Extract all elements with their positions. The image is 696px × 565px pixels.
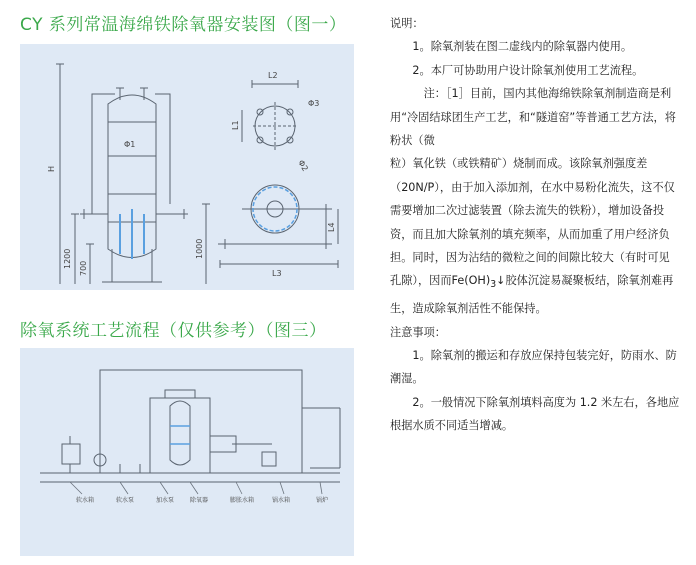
flow-label-2: 加水泵	[156, 497, 175, 504]
instruction-item-1: 1。除氧剂装在图二虚线内的除氧器内使用。	[412, 40, 633, 54]
dim-phi2: Φ2	[296, 158, 310, 173]
flow-label-3: 除氧器	[190, 497, 209, 504]
dim-1000: 1000	[195, 238, 204, 259]
dim-l4: L4	[327, 222, 336, 232]
instruction-item-2: 2。本厂可协助用户设计除氧剂使用工艺流程。	[412, 63, 644, 77]
note-tail: ↓胶体沉淀易凝聚板结，除氧剂难再生，造成除氧剂活性不能保持。	[390, 274, 674, 316]
flow-label-1: 软水泵	[116, 497, 135, 504]
installation-drawing-svg	[20, 44, 354, 290]
figure1-title: CY 系列常温海绵铁除氧器安装图（图一）	[20, 15, 347, 35]
note-subscript: 3	[490, 279, 497, 291]
caution-item-1: 1。除氧剂的搬运和存放应保持包装完好，防雨水、防潮湿。	[390, 348, 677, 386]
flow-label-4: 膨胀水箱	[230, 497, 255, 504]
dim-l1: L1	[231, 120, 240, 130]
instructions-text	[390, 12, 680, 438]
dim-l3: L3	[272, 269, 282, 278]
figure3-title: 除氧系统工艺流程（仅供参考）（图三）	[20, 321, 327, 341]
dim-1200: 1200	[63, 248, 72, 269]
dim-phi1: Φ1	[124, 140, 136, 149]
note-body-text: 粒）氧化铁（或铁精矿）烧制而成。该除氧剂强度差（20N/P），由于加入添加剂，在水中易粉化流失，这不仅需要增加二次过滤装置（除去流失的铁粉），增加设备投资，而且加大除氧剂的填充频率，从而加重了用户经济负担。同时，因为沾结的微粒之间的间隙比较大（有时可见孔隙），因而Fe(OH)	[390, 157, 675, 288]
installation-drawing	[20, 44, 354, 290]
flow-label-6: 锅炉	[316, 497, 329, 504]
dim-h: H	[47, 165, 56, 172]
caution-item-2: 2。一般情况下除氧剂填料高度为 1.2 米左右，各地应根据水质不同适当增减。	[390, 395, 680, 433]
caution-heading: 注意事项：	[390, 325, 446, 339]
note-intro: 注：［1］目前，国内其他海绵铁除氧剂制造商是利用“冷固结球团生产工艺，和“隧道窑”等普通工艺方法，将粉状（微	[390, 87, 676, 148]
dim-700: 700	[79, 260, 88, 276]
flow-label-5: 锅水箱	[272, 497, 291, 504]
instructions-heading: 说明：	[390, 17, 424, 30]
process-flow-diagram	[20, 348, 354, 556]
process-flow-svg	[20, 348, 354, 556]
note-body	[390, 152, 680, 320]
dim-l2: L2	[268, 71, 278, 80]
dim-phi3: Φ3	[308, 99, 320, 108]
flow-label-0: 软水箱	[76, 497, 95, 504]
